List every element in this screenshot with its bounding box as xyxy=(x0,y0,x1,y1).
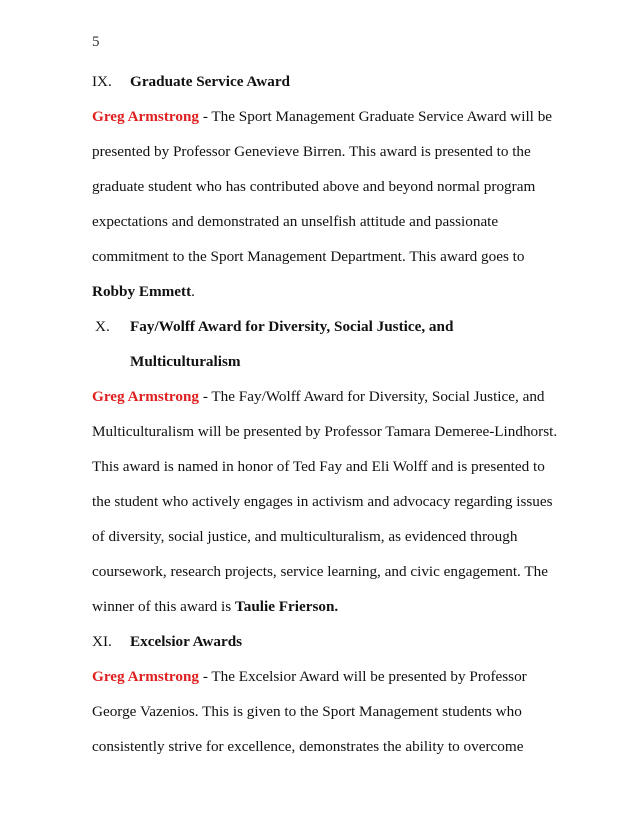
section-x-heading-2 xyxy=(130,353,241,371)
section-xi-line-1-text: - The Excelsior Award will be presented by Professor xyxy=(199,668,527,685)
section-ix-line-1 xyxy=(92,108,552,126)
section-x-line-2: Multiculturalism will be presented by Professor Tamara Demeree-Lindhorst. xyxy=(92,423,558,440)
section-xi-numeral: XI. xyxy=(92,633,112,650)
section-ix-heading-text: Graduate Service Award xyxy=(130,73,291,90)
section-x-heading-2-text: Multiculturalism xyxy=(130,353,241,370)
section-xi-line-1 xyxy=(92,668,527,686)
section-ix-line-3: graduate student who has contributed above and beyond normal program xyxy=(92,178,536,195)
section-ix-winner: Robby Emmett xyxy=(92,283,192,300)
section-x-line-6: coursework, research projects, service learning, and civic engagement. The xyxy=(92,563,548,580)
section-xi-line-2: George Vazenios. This is given to the Sport Management students who xyxy=(92,703,522,720)
section-x-line-4: the student who actively engages in activism and advocacy regarding issues xyxy=(92,493,553,510)
section-xi-presenter: Greg Armstrong xyxy=(92,668,200,685)
section-ix-line-4: expectations and demonstrated an unselfish attitude and passionate xyxy=(92,213,499,230)
section-ix-presenter: Greg Armstrong xyxy=(92,108,200,125)
section-x-winner: Taulie Frierson. xyxy=(234,598,339,615)
section-x-heading-1 xyxy=(130,318,453,336)
section-x-line-3: This award is named in honor of Ted Fay and Eli Wolff and is presented to xyxy=(92,458,545,475)
page-number: 5 xyxy=(92,34,100,50)
section-x-presenter: Greg Armstrong xyxy=(92,388,200,405)
section-x-heading-1-text: Fay/Wolff Award for Diversity, Social Justice, and xyxy=(130,318,454,335)
section-x-winner-line xyxy=(92,598,338,616)
section-x-line-5: of diversity, social justice, and multiculturalism, as evidenced through xyxy=(92,528,518,545)
section-ix-line-1-text: - The Sport Management Graduate Service Award will be xyxy=(199,108,553,125)
section-x-line-1-text: - The Fay/Wolff Award for Diversity, Social Justice, and xyxy=(199,388,545,405)
section-xi-line-3: consistently strive for excellence, demonstrates the ability to overcome xyxy=(92,738,524,755)
section-x-numeral: X. xyxy=(95,318,110,335)
section-ix-winner-line xyxy=(92,283,195,301)
section-xi-heading xyxy=(130,633,242,651)
section-ix-line-2: presented by Professor Genevieve Birren. This award is presented to the xyxy=(92,143,531,160)
section-ix-winner-end: . xyxy=(191,283,195,300)
section-ix-heading xyxy=(130,73,290,91)
section-ix-line-5: commitment to the Sport Management Department. This award goes to xyxy=(92,248,525,265)
section-x-line-7-text: winner of this award is xyxy=(92,598,235,615)
section-xi-heading-text: Excelsior Awards xyxy=(130,633,243,650)
section-ix-numeral: IX. xyxy=(92,73,112,90)
section-x-line-1 xyxy=(92,388,545,406)
